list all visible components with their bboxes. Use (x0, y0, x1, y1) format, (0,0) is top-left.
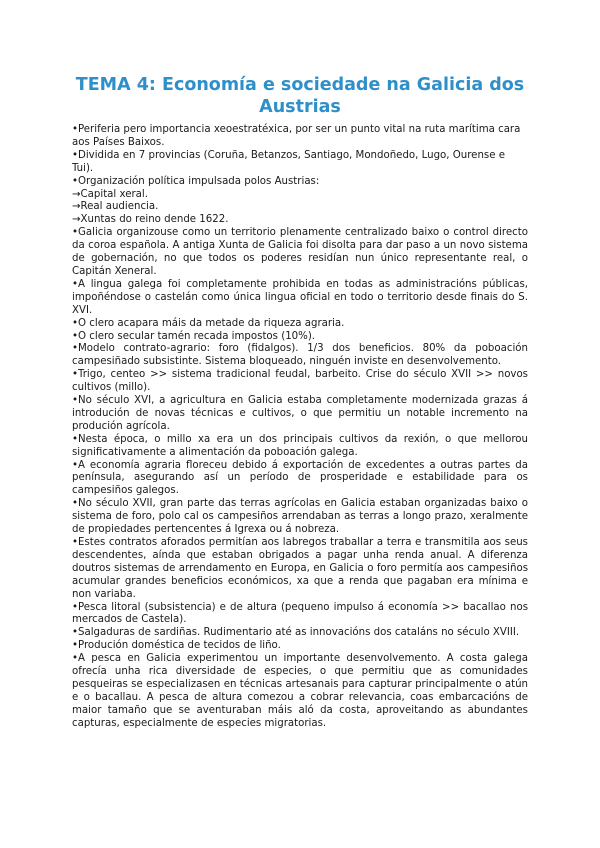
list-item-capital: →Capital xeral. (72, 188, 148, 200)
paragraph-crops: •Trigo, centeo >> sistema tradicional feudal, barbeito. Crise do século XVII >> novos cultivos (millo). (72, 369, 528, 394)
page-title: TEMA 4: Economía e sociedade na Galicia dos Austrias (75, 75, 525, 117)
paragraph-clergy-taxes: •O clero secular tamén recada impostos (10%). (72, 330, 316, 342)
paragraph-xvi-agriculture: •No século XVI, a agricultura en Galicia estaba completamente modernizada grazas á introdución de novas técnicas e cultivos, o que permitiu un notable incremento na produción agrícola. (72, 395, 528, 432)
paragraph-political-organization: •Organización política impulsada polos Austrias: (72, 175, 320, 187)
paragraph-foro-contracts: •Estes contratos aforados permitían aos labregos traballar a terra e transmitila aos seus descendentes, aínda que estaban obrigados a pagar unha renda anual. A diferenza doutros sistemas de arrendamento en Europa, en Galicia o foro permitía aos campesiños acumular grandes beneficios económicos, xa que a renda que pagaban era mínima e non variaba. (72, 537, 528, 600)
paragraph-fishing-development: •A pesca en Galicia experimentou un importante desenvolvemento. A costa galega ofrecía unha rica diversidade de especies, o que permitiu que as comunidades pesqueiras se especializasen en técnicas artesanais para capturar principalmente o atún e o bacallau. A pesca de altura comezou a cobrar relevancia, coas embarcacións de maior tamaño que se aventuraban máis aló da costa, aproveitando as abundantes capturas, especialmente de especies migratorias. (72, 653, 528, 729)
paragraph-centralization: •Galicia organizouse como un territorio plenamente centralizado baixo o control directo da coroa española. A antiga Xunta de Galicia foi disolta para dar paso a un novo sistema de gobernación, no que todos os poderes residían nun único representante real, o Capitán Xeneral. (72, 227, 528, 277)
paragraph-language: •A lingua galega foi completamente prohibida en todas as administracións públicas, impoñéndose o castelán como única lingua oficial en todo o territorio desde finais do S. XVI. (72, 278, 528, 316)
paragraph-agrarian-economy: •A economía agraria floreceu debido á exportación de excedentes a outras partes da península, asegurando así un período de prosperidade e estabilidade para os campesiños galegos. (72, 459, 528, 497)
list-item-xuntas: →Xuntas do reino dende 1622. (72, 214, 229, 226)
paragraph-geostrategic: •Periferia pero importancia xeoestratéxica, por ser un punto vital na ruta marítima cara aos Países Baixos. (72, 124, 521, 148)
paragraph-maize: •Nesta época, o millo xa era un dos principais cultivos da rexión, o que mellorou significativamente a alimentación da poboación galega. (72, 433, 528, 458)
paragraph-provinces: •Dividida en 7 provincias (Coruña, Betanzos, Santiago, Mondoñedo, Lugo, Ourense e Tui). (72, 149, 505, 174)
paragraph-foro-system: •No século XVII, gran parte das terras agrícolas en Galicia estaban organizadas baixo o sistema de foro, polo cal os campesiños arrendaban as terras a longo prazo, xeralmente de propiedades pertencentes á Igrexa ou á nobreza. (72, 498, 528, 536)
document-body (72, 124, 528, 731)
paragraph-salting: •Salgaduras de sardiñas. Rudimentario até as innovacións dos cataláns no século XVIII. (72, 627, 520, 639)
paragraph-clergy-wealth: •O clero acapara máis da metade da riqueza agraria. (72, 317, 345, 329)
paragraph-linen: •Produción doméstica de tecidos de liño. (72, 640, 281, 652)
paragraph-fishing: •Pesca litoral (subsistencia) e de altura (pequeno impulso á economía >> bacallao nos mercados de Castela). (72, 601, 528, 626)
list-item-audiencia: →Real audiencia. (72, 201, 159, 213)
paragraph-agrarian-model: •Modelo contrato-agrario: foro (fidalgos). 1/3 dos beneficios. 80% da poboación campesiñado subsistinte. Sistema bloqueado, ninguén inviste en desenvolvemento. (72, 343, 528, 368)
